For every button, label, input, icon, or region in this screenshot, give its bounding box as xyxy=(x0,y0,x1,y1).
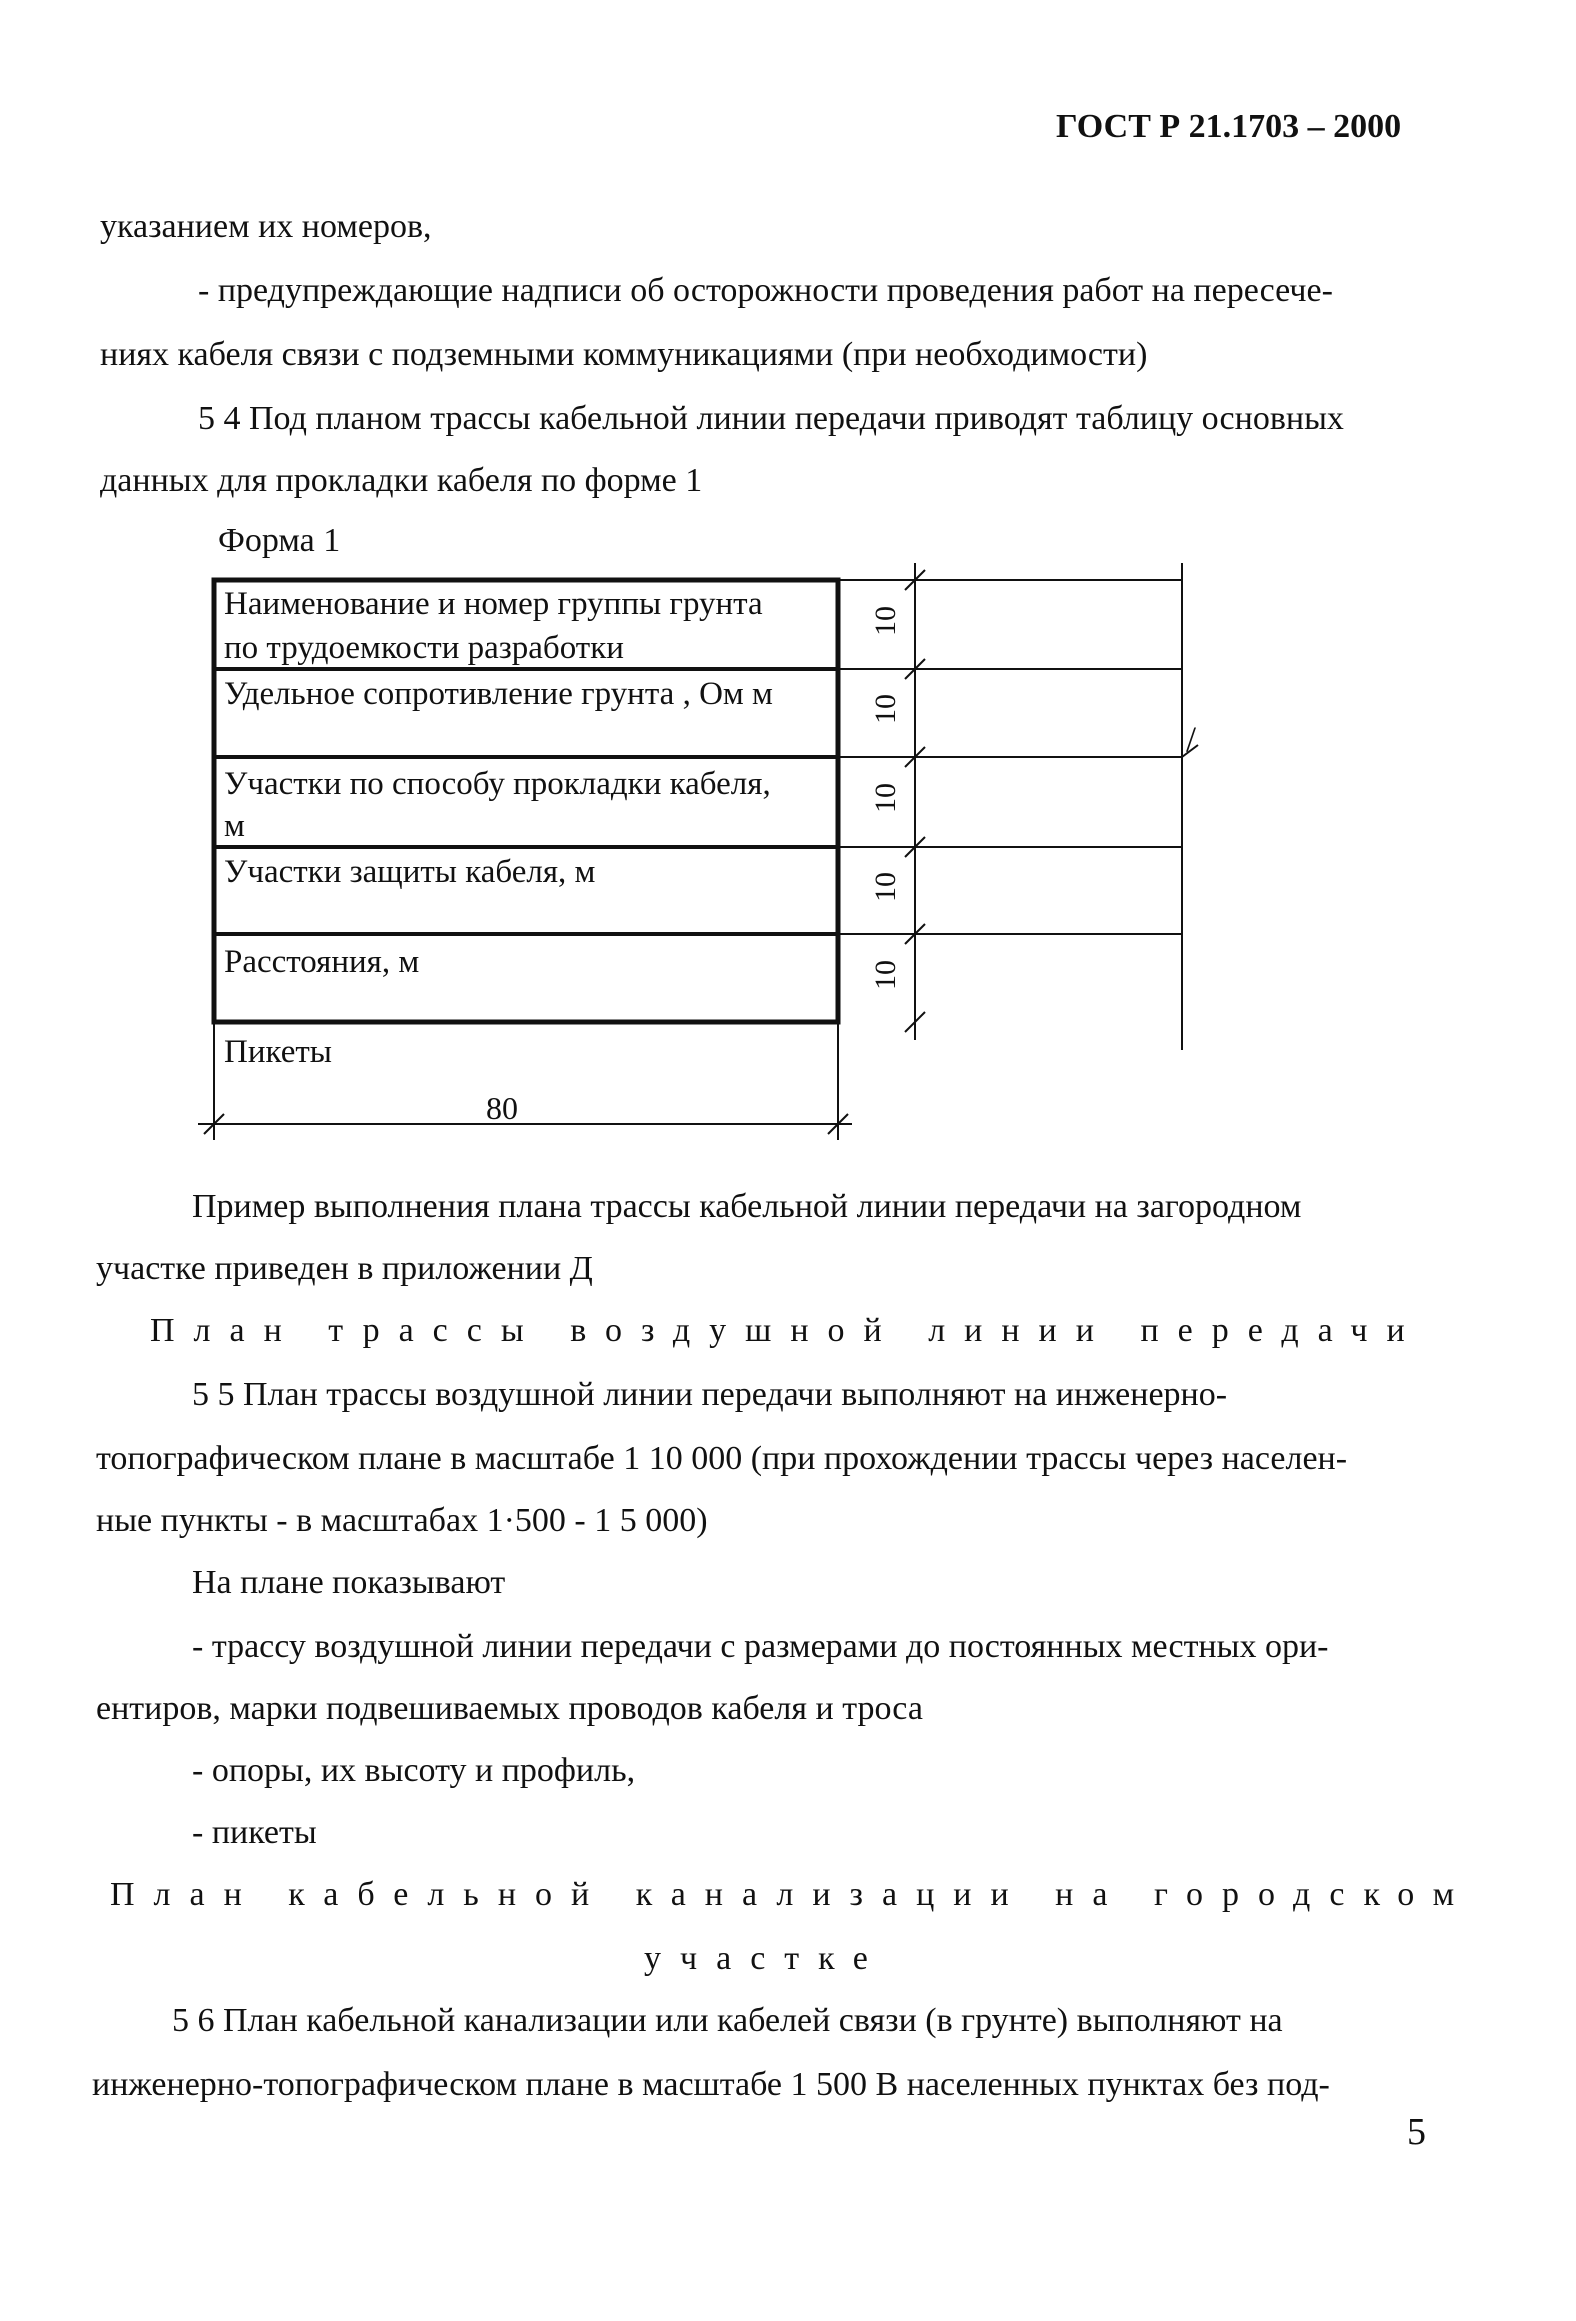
paragraph-line: данных для прокладки кабеля по форме 1 xyxy=(100,462,703,499)
row-height-dim: 10 xyxy=(869,783,902,813)
paragraph-line: ентиров, марки подвешиваемых проводов кабеля и троса xyxy=(96,1690,923,1727)
width-dimension: 80 xyxy=(486,1090,518,1126)
row-height-dim: 10 xyxy=(869,872,902,902)
form-row-label: Расстояния, м xyxy=(224,944,420,980)
paragraph-line: топографическом плане в масштабе 1 10 000 (при прохождении трассы через населен- xyxy=(96,1440,1348,1477)
paragraph-line: На плане показывают xyxy=(192,1564,506,1601)
paragraph-line: - пикеты xyxy=(192,1814,317,1851)
form-row-label: Пикеты xyxy=(224,1034,332,1070)
paragraph-line: ные пункты - в масштабах 1·500 - 1 5 000) xyxy=(96,1502,708,1539)
paragraph-line: - предупреждающие надписи об осторожности проведения работ на пересече- xyxy=(198,272,1333,309)
paragraph-line: 5 5 План трассы воздушной линии передачи выполняют на инженерно- xyxy=(192,1376,1228,1413)
row-height-dim: 10 xyxy=(869,960,902,990)
paragraph-line: - трассу воздушной линии передачи с размерами до постоянных местных ори- xyxy=(192,1628,1329,1665)
section-heading: План кабельной канализации на городском xyxy=(110,1876,1474,1913)
paragraph-line: ниях кабеля связи с подземными коммуникациями (при необходимости) xyxy=(100,336,1148,373)
document-header: ГОСТ Р 21.1703 – 2000 xyxy=(1056,108,1402,145)
form-label: Форма 1 xyxy=(218,522,341,559)
paragraph-line: инженерно-топографическом плане в масштабе 1 500 В населенных пунктах без под- xyxy=(92,2066,1330,2103)
row-height-dim: 10 xyxy=(869,606,902,636)
paragraph-line: участке приведен в приложении Д xyxy=(96,1250,593,1287)
paragraph-line: Пример выполнения плана трассы кабельной линии передачи на загородном xyxy=(192,1188,1302,1225)
form-row-label: Наименование и номер группы грунта xyxy=(224,586,763,622)
paragraph-line: - опоры, их высоту и профиль, xyxy=(192,1752,636,1789)
paragraph-line: 5 4 Под планом трассы кабельной линии передачи приводят таблицу основных xyxy=(198,400,1344,437)
section-heading: участке xyxy=(644,1940,887,1977)
form-row-label: по трудоемкости разработки xyxy=(224,630,624,666)
section-heading: План трассы воздушной линии передачи xyxy=(150,1312,1424,1349)
paragraph-line: 5 6 План кабельной канализации или кабелей связи (в грунте) выполняют на xyxy=(172,2002,1283,2039)
form-row-label: Участки защиты кабеля, м xyxy=(224,854,596,890)
form-row-label: м xyxy=(224,808,245,844)
form-row-label: Удельное сопротивление грунта , Ом м xyxy=(224,676,773,712)
row-height-dim: 10 xyxy=(869,694,902,724)
paragraph-line: указанием их номеров, xyxy=(100,208,432,245)
side-mark: / xyxy=(1186,719,1197,759)
page-number: 5 xyxy=(1407,2111,1426,2153)
form-row-label: Участки по способу прокладки кабеля, xyxy=(224,766,771,802)
